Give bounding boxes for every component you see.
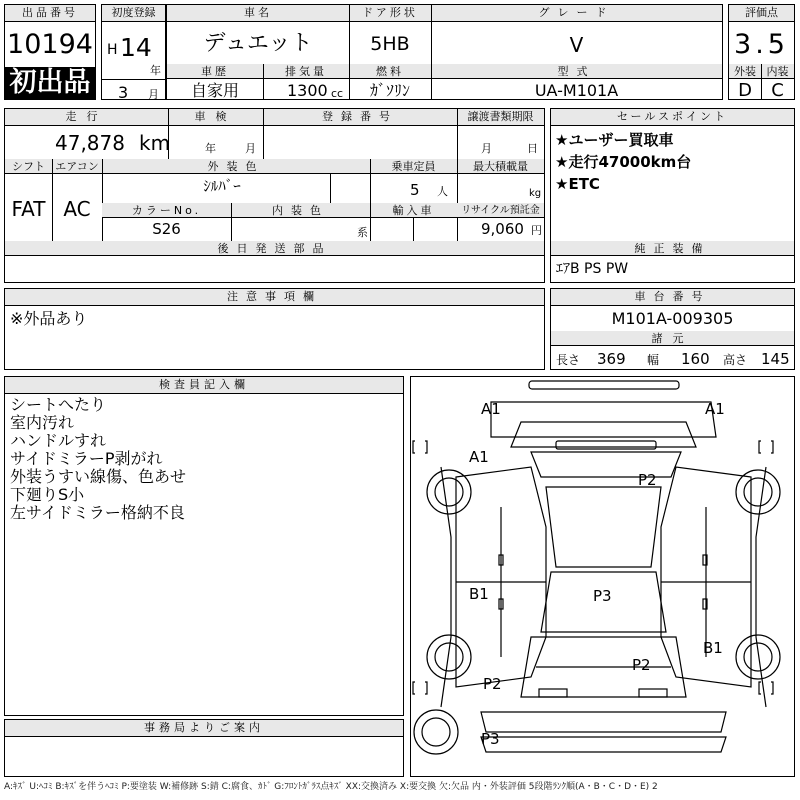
damage-diagram (410, 376, 795, 777)
interior-color-label: 内装色 (231, 203, 370, 218)
sales-points-box (550, 108, 795, 283)
door-label: ドア形状 (349, 5, 431, 22)
legend-text: A:ｷｽﾞ U:ﾍｺﾐ B:ｷｽﾞを伴うﾍｺﾐ P:要塗装 W:補修跡 S:錆 C:腐食、ｶﾄﾞ G:ﾌﾛﾝﾄｶﾞﾗｽ点ｷｽﾞ XX:交換済み X:要交換 欠:欠品 内・外装評価 5段階ﾗﾝｸ順(A・B・C・D・E) 2 (4, 782, 658, 792)
displacement-label: 排気量 (263, 64, 349, 79)
height: 145 (761, 350, 790, 368)
recycle-label: リサイクル預託金 (457, 203, 544, 218)
grade-label: グレード (431, 5, 722, 22)
mileage: 47,878 (55, 131, 125, 155)
grade: V (569, 33, 584, 57)
damage-mark-9: P2 (483, 675, 502, 693)
capacity-unit: 人 (437, 185, 448, 198)
insp-month-unit: 月 (245, 142, 256, 155)
length-label: 長さ (556, 353, 581, 367)
width-label: 幅 (647, 353, 660, 367)
damage-mark-4: P2 (638, 471, 657, 489)
import-label: 輸入車 (370, 203, 457, 218)
capacity-label: 乗車定員 (370, 159, 457, 174)
exterior-label: 外装 (729, 64, 761, 79)
fuel: ｶﾞｿﾘﾝ (369, 81, 410, 100)
inspector-line-2: 室内汚れ (10, 413, 75, 432)
color-no-label: カラーNo. (102, 203, 231, 218)
month: 3 (118, 83, 129, 102)
equipment-label: 純正装備 (551, 241, 794, 256)
first-reg-box (101, 4, 166, 100)
damage-mark-3: A1 (469, 448, 489, 466)
history: 自家用 (190, 81, 239, 100)
car-outline-diagram (411, 377, 794, 776)
notes-value: ※外品あり (10, 309, 88, 328)
damage-mark-1: A1 (481, 400, 501, 418)
sales-point-1: ★ユーザー買取車 (555, 131, 674, 149)
history-label: 車歴 (167, 64, 263, 79)
transfer-day-unit: 日 (527, 142, 538, 155)
damage-mark-10: P3 (481, 730, 500, 748)
inspector-label: 検査員記入欄 (5, 377, 403, 394)
damage-mark-6: P3 (593, 587, 612, 605)
inspector-line-3: ハンドルすれ (10, 431, 107, 450)
sales-point-2: ★走行47000km台 (555, 153, 692, 171)
interior-label: 内装 (761, 64, 794, 79)
lot-box (4, 4, 96, 100)
door-type: 5HB (370, 33, 410, 55)
first-listing-badge: 初出品 (5, 67, 95, 99)
sales-points-label: セールスポイント (551, 109, 794, 126)
score-box (728, 4, 795, 100)
later-parts-label: 後日発送部品 (5, 241, 544, 256)
yen-unit: 円 (531, 224, 542, 237)
inspector-line-1: シートへたり (10, 395, 107, 414)
color-no: S26 (152, 220, 181, 238)
damage-mark-8: P2 (632, 656, 651, 674)
lot-label: 出品番号 (5, 5, 95, 22)
color-label: 外装色 (102, 159, 370, 174)
year-unit: 年 (150, 64, 161, 77)
reg-label: 登録番号 (263, 109, 457, 126)
displacement: 1300 (287, 81, 328, 100)
transfer-month-unit: 月 (481, 142, 492, 155)
load-unit: kg (529, 188, 542, 199)
mileage-label: 走行 (5, 109, 168, 126)
name-label: 車名 (167, 5, 349, 22)
chassis-box (550, 288, 795, 370)
interior-color-unit: 系 (357, 226, 368, 239)
era: H (107, 42, 118, 58)
model: UA-M101A (534, 81, 619, 100)
damage-mark-5: B1 (469, 585, 489, 603)
interior-grade: C (771, 80, 784, 101)
car-name: デュエット (203, 31, 313, 56)
score-label: 評価点 (729, 5, 794, 22)
load-label: 最大積載量 (457, 159, 544, 174)
model-label: 型式 (431, 64, 722, 79)
ac-label: エアコン (52, 159, 102, 174)
color: ｼﾙﾊﾞｰ (203, 177, 241, 195)
notes-label: 注意事項欄 (5, 289, 544, 306)
height-label: 高さ (723, 353, 748, 367)
length: 369 (597, 350, 626, 368)
exterior-grade: D (738, 80, 752, 101)
notes-box (4, 288, 545, 370)
inspector-line-5: 外装うすい線傷、色あせ (10, 467, 187, 486)
inspection-label: 車検 (168, 109, 263, 126)
shift: FAT (11, 197, 46, 221)
capacity: 5 (410, 181, 420, 199)
chassis-number: M101A-009305 (611, 309, 734, 328)
ac: AC (63, 197, 91, 221)
office-label: 事務局よりご案内 (5, 720, 403, 737)
office-box (4, 719, 404, 777)
main-spec-box (166, 4, 723, 100)
month-unit: 月 (148, 88, 159, 101)
equipment: ｴｱB PS PW (556, 261, 629, 277)
fuel-label: 燃料 (349, 64, 431, 79)
lot-number: 10194 (7, 29, 93, 60)
sales-point-3: ★ETC (555, 175, 600, 193)
km-unit: km (139, 131, 171, 155)
inspector-box (4, 376, 404, 716)
details-box (4, 108, 545, 283)
inspector-line-4: サイドミラーP剥がれ (10, 449, 163, 468)
cc-unit: cc (331, 87, 344, 100)
recycle: 9,060 (481, 220, 524, 238)
chassis-label: 車台番号 (551, 289, 794, 306)
insp-year-unit: 年 (205, 142, 216, 155)
inspector-line-7: 左サイドミラー格納不良 (10, 503, 185, 522)
transfer-label: 譲渡書類期限 (457, 109, 544, 126)
damage-mark-2: A1 (705, 400, 725, 418)
first-reg-label: 初度登録 (102, 5, 165, 22)
specs-label: 諸元 (551, 331, 794, 346)
damage-mark-7: B1 (703, 639, 723, 657)
width: 160 (681, 350, 710, 368)
inspector-line-6: 下廻りS小 (10, 485, 85, 504)
score: 3.5 (734, 29, 789, 60)
year: 14 (120, 33, 152, 62)
shift-label: シフト (5, 159, 52, 174)
